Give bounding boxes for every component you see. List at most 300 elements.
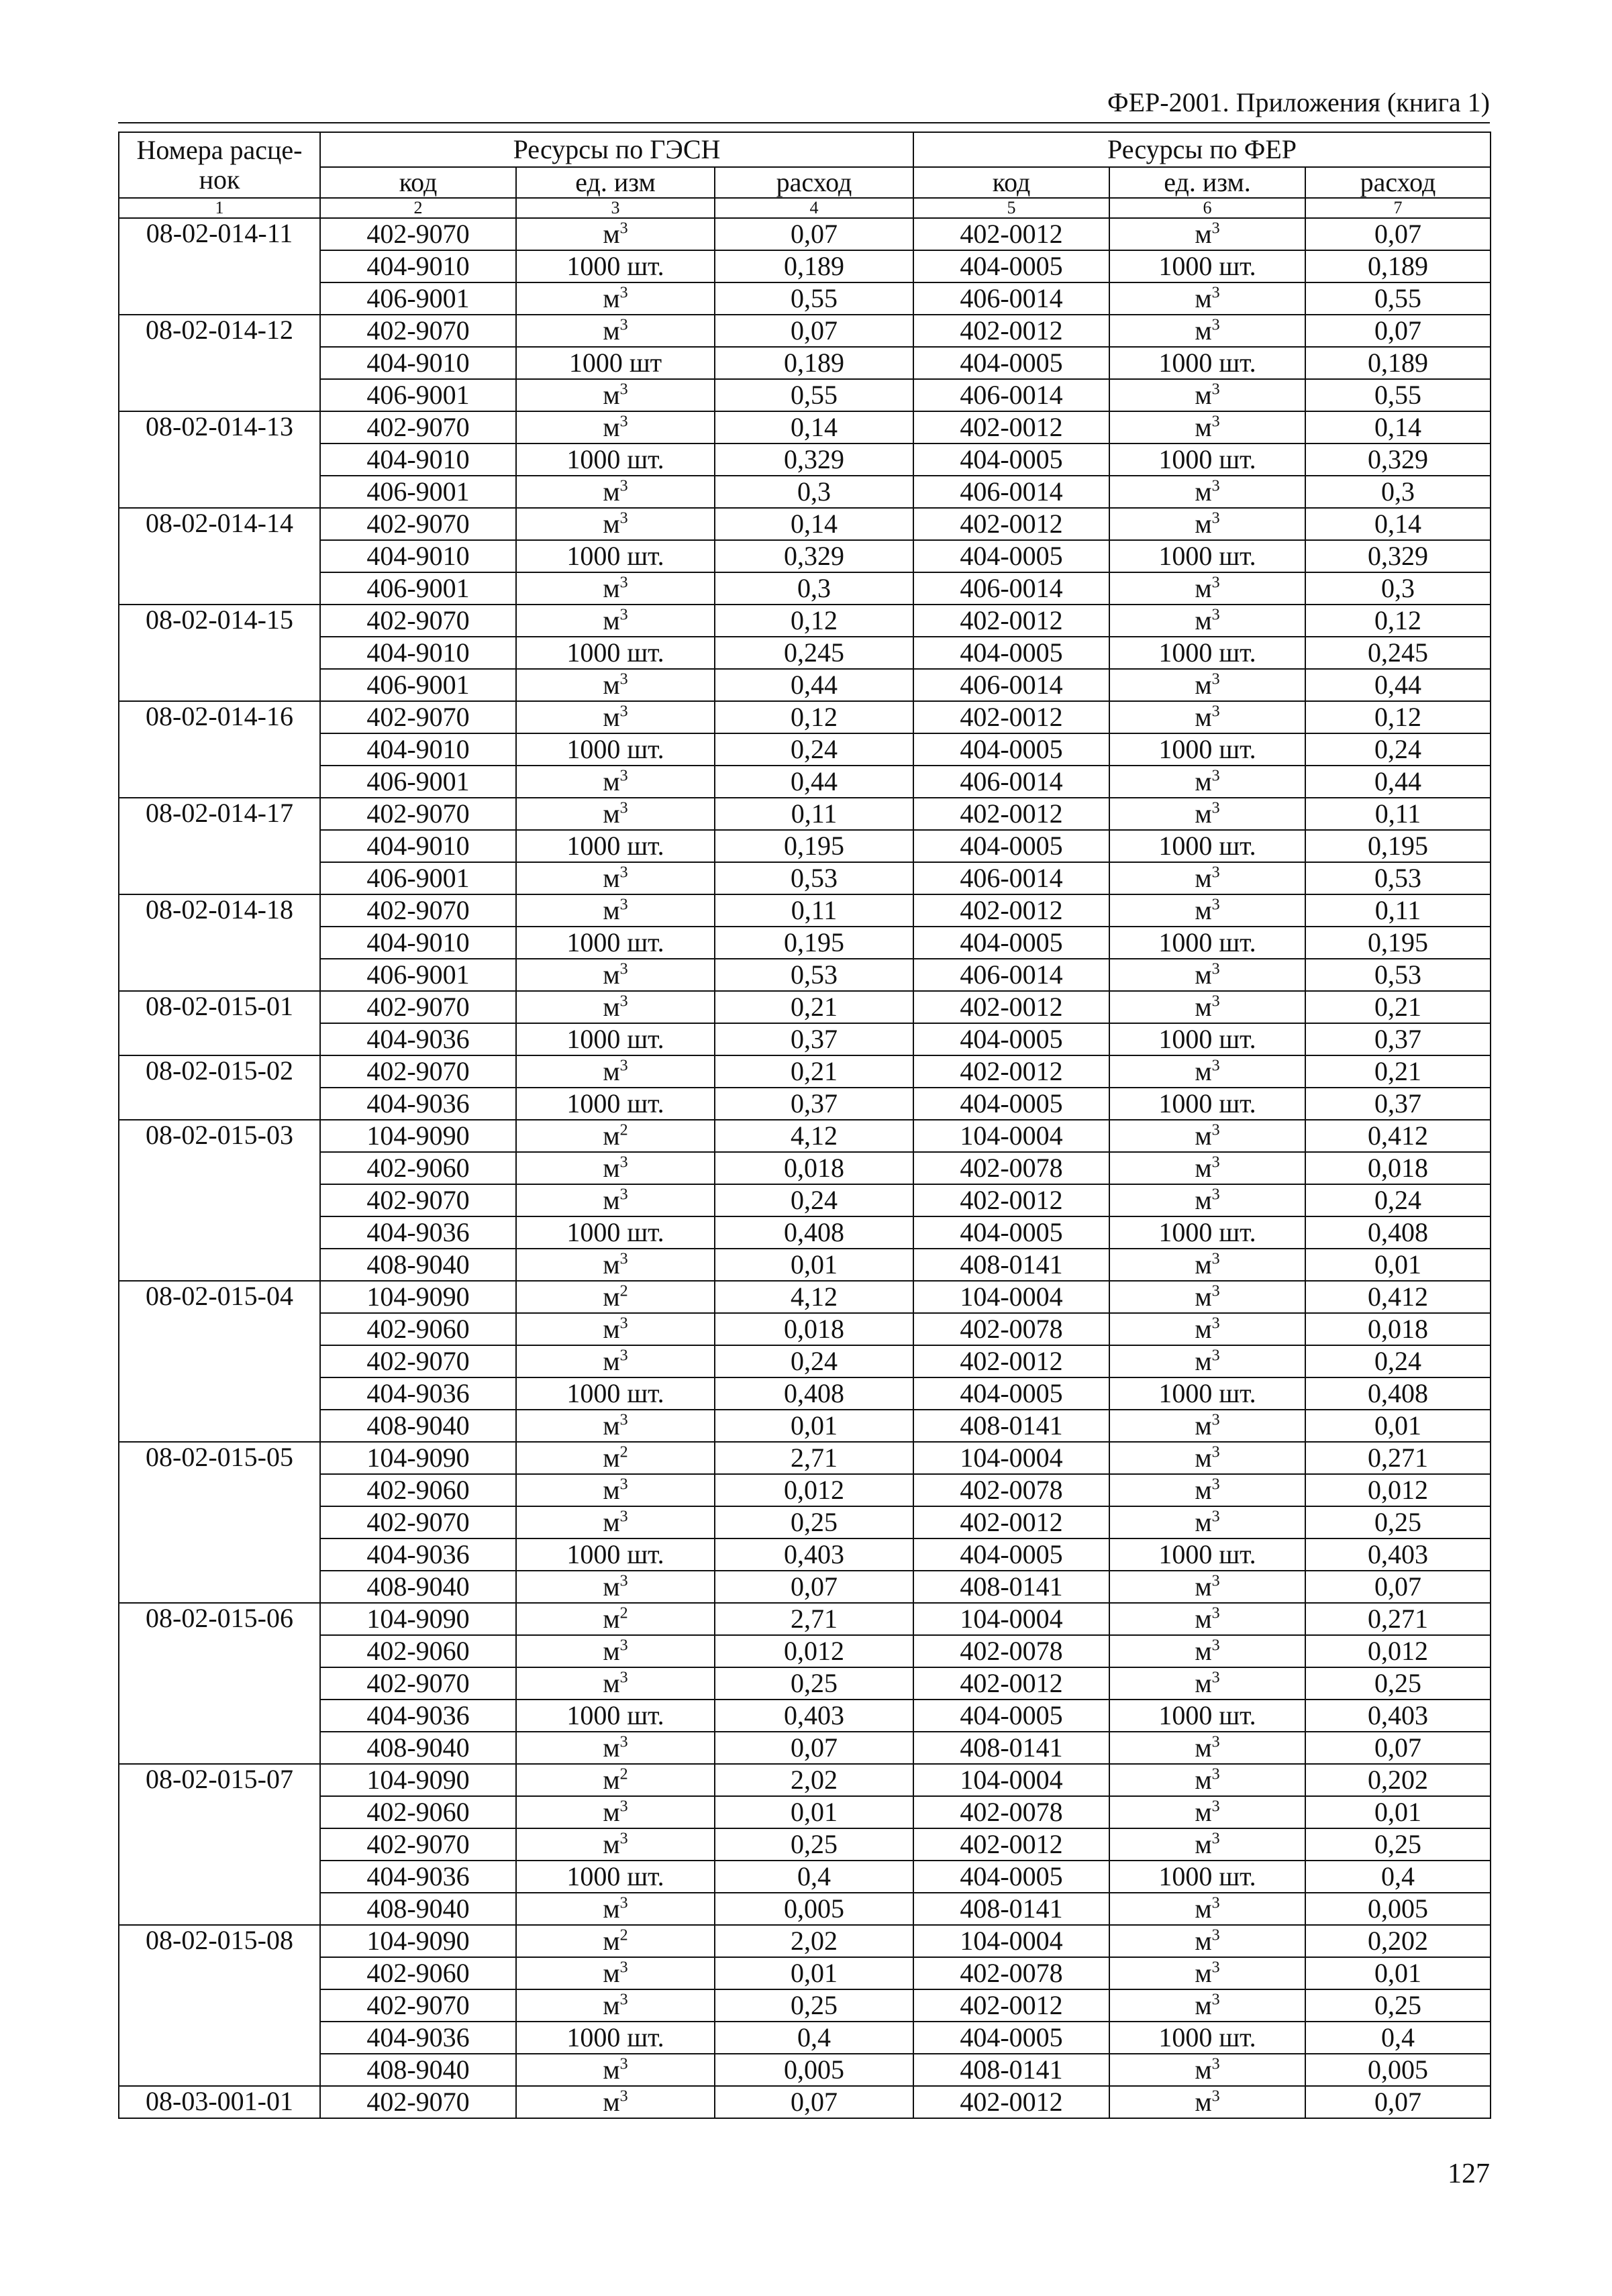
gesn-consumption-cell: 0,14 — [715, 508, 913, 540]
fer-code-cell: 408-0141 — [913, 1893, 1109, 1925]
fer-consumption-cell: 0,24 — [1305, 1184, 1491, 1216]
gesn-code-cell: 402-9070 — [320, 605, 516, 637]
table-row — [119, 1345, 1491, 1377]
fer-consumption-cell: 0,202 — [1305, 1764, 1491, 1796]
rate-number-cell: 08-02-014-16 — [119, 701, 320, 798]
gesn-consumption-cell: 0,01 — [715, 1957, 913, 1989]
fer-code-cell: 104-0004 — [913, 1764, 1109, 1796]
table-row — [119, 315, 1491, 347]
gesn-consumption-cell: 0,24 — [715, 733, 913, 766]
unit-text: $м^3$ — [603, 863, 628, 893]
fer-consumption-cell: 0,245 — [1305, 637, 1491, 669]
fer-code-cell: 406-0014 — [913, 476, 1109, 508]
column-number: 7 — [1305, 198, 1491, 218]
unit-text: $м^3$ — [1195, 1829, 1220, 1859]
unit-text: $м^3$ — [1195, 1958, 1220, 1988]
fer-consumption-cell: 0,005 — [1305, 1893, 1491, 1925]
fer-unit-cell — [1109, 605, 1305, 637]
table-row — [119, 1603, 1491, 1635]
table-row — [119, 669, 1491, 701]
fer-consumption-cell: 0,44 — [1305, 766, 1491, 798]
fer-unit-cell: 1000 шт. — [1109, 830, 1305, 862]
fer-code-cell: 104-0004 — [913, 1925, 1109, 1957]
fer-code-cell: 402-0012 — [913, 1345, 1109, 1377]
fer-consumption-cell: 0,271 — [1305, 1442, 1491, 1474]
table-row — [119, 1281, 1491, 1313]
fer-code-cell: 402-0012 — [913, 1989, 1109, 2022]
fer-consumption-cell: 0,412 — [1305, 1281, 1491, 1313]
unit-text: $м^3$ — [603, 670, 628, 700]
fer-consumption-cell: 0,01 — [1305, 1957, 1491, 1989]
gesn-code-cell: 402-9070 — [320, 411, 516, 443]
gesn-unit-cell — [516, 1313, 715, 1345]
rate-number-cell: 08-02-015-05 — [119, 1442, 320, 1603]
gesn-consumption-cell: 0,195 — [715, 830, 913, 862]
fer-code-cell: 404-0005 — [913, 347, 1109, 379]
table-row — [119, 862, 1491, 894]
gesn-consumption-cell: 0,53 — [715, 959, 913, 991]
fer-consumption-cell: 0,01 — [1305, 1796, 1491, 1828]
fer-unit-cell — [1109, 669, 1305, 701]
fer-consumption-cell: 0,189 — [1305, 347, 1491, 379]
fer-consumption-cell: 0,4 — [1305, 1861, 1491, 1893]
gesn-unit-cell — [516, 1828, 715, 1861]
fer-consumption-cell: 0,012 — [1305, 1635, 1491, 1667]
fer-consumption-cell: 0,408 — [1305, 1377, 1491, 1410]
fer-consumption-cell: 0,329 — [1305, 540, 1491, 572]
fer-consumption-cell: 0,018 — [1305, 1152, 1491, 1184]
gesn-consumption-cell: 0,403 — [715, 1700, 913, 1732]
gesn-code-cell: 104-9090 — [320, 1442, 516, 1474]
gesn-code-cell: 402-9060 — [320, 1796, 516, 1828]
gesn-unit-cell — [516, 2086, 715, 2118]
fer-consumption-cell: 0,4 — [1305, 2022, 1491, 2054]
fer-unit-cell: 1000 шт. — [1109, 540, 1305, 572]
table-row — [119, 218, 1491, 250]
gesn-unit-cell — [516, 1120, 715, 1152]
unit-text: $м^3$ — [603, 1893, 628, 1924]
gesn-consumption-cell: 0,018 — [715, 1152, 913, 1184]
unit-text: $м^3$ — [603, 605, 628, 635]
unit-text: $м^3$ — [1195, 1507, 1220, 1537]
gesn-unit-cell: 1000 шт. — [516, 250, 715, 282]
unit-text: $м^3$ — [1195, 476, 1220, 507]
gesn-code-cell: 406-9001 — [320, 766, 516, 798]
fer-consumption-cell: 0,07 — [1305, 315, 1491, 347]
gesn-code-cell: 406-9001 — [320, 959, 516, 991]
gesn-unit-cell: 1000 шт. — [516, 443, 715, 476]
fer-code-cell: 406-0014 — [913, 282, 1109, 315]
table-row — [119, 766, 1491, 798]
rate-number-cell: 08-02-014-14 — [119, 508, 320, 605]
gesn-consumption-cell: 0,3 — [715, 476, 913, 508]
table-row — [119, 1925, 1491, 1957]
fer-unit-cell — [1109, 1249, 1305, 1281]
table-row — [119, 701, 1491, 733]
fer-code-cell: 402-0012 — [913, 2086, 1109, 2118]
table-row — [119, 1893, 1491, 1925]
fer-code-cell: 408-0141 — [913, 2054, 1109, 2086]
gesn-unit-cell — [516, 1152, 715, 1184]
fer-code-cell: 404-0005 — [913, 540, 1109, 572]
fer-code-cell: 402-0078 — [913, 1957, 1109, 1989]
fer-consumption-cell: 0,53 — [1305, 959, 1491, 991]
gesn-unit-cell — [516, 315, 715, 347]
table-row — [119, 1249, 1491, 1281]
fer-code-cell: 404-0005 — [913, 2022, 1109, 2054]
unit-text: $м^3$ — [603, 895, 628, 925]
gesn-consumption-cell: 0,4 — [715, 1861, 913, 1893]
fer-consumption-cell: 0,07 — [1305, 2086, 1491, 2118]
fer-unit-cell: 1000 шт. — [1109, 637, 1305, 669]
gesn-consumption-cell: 0,329 — [715, 443, 913, 476]
unit-text: $м^3$ — [1195, 1604, 1220, 1634]
fer-consumption-cell: 0,202 — [1305, 1925, 1491, 1957]
fer-consumption-cell: 0,3 — [1305, 476, 1491, 508]
unit-text: $м^3$ — [1195, 1185, 1220, 1215]
rate-number-header-label: Номера расце-нок — [136, 135, 303, 195]
fer-code-header: код — [913, 167, 1109, 198]
gesn-consumption-cell: 0,3 — [715, 572, 913, 605]
gesn-code-cell: 104-9090 — [320, 1764, 516, 1796]
table-row — [119, 1216, 1491, 1249]
unit-text: $м^3$ — [603, 509, 628, 539]
gesn-unit-cell: 1000 шт. — [516, 1700, 715, 1732]
table-row — [119, 443, 1491, 476]
gesn-code-cell: 402-9060 — [320, 1313, 516, 1345]
table-row — [119, 1828, 1491, 1861]
page-header — [118, 83, 1490, 123]
gesn-code-cell: 404-9010 — [320, 927, 516, 959]
unit-text: $м^3$ — [603, 573, 628, 603]
unit-text: $м^3$ — [1195, 1410, 1220, 1441]
unit-text: $м^3$ — [1195, 509, 1220, 539]
fer-unit-cell — [1109, 701, 1305, 733]
gesn-code-cell: 402-9070 — [320, 1667, 516, 1700]
column-number: 6 — [1109, 198, 1305, 218]
fer-code-cell: 404-0005 — [913, 443, 1109, 476]
fer-code-cell: 402-0012 — [913, 1667, 1109, 1700]
unit-text: $м^3$ — [1195, 315, 1220, 346]
gesn-unit-cell — [516, 862, 715, 894]
gesn-code-cell: 402-9060 — [320, 1635, 516, 1667]
fer-unit-cell — [1109, 572, 1305, 605]
gesn-unit-cell — [516, 476, 715, 508]
gesn-code-cell: 104-9090 — [320, 1281, 516, 1313]
gesn-consumption-cell: 0,37 — [715, 1088, 913, 1120]
gesn-code-cell: 406-9001 — [320, 476, 516, 508]
table-row — [119, 1474, 1491, 1506]
fer-resources-header: Ресурсы по ФЕР — [913, 132, 1491, 167]
gesn-unit-cell — [516, 766, 715, 798]
rate-number-cell: 08-02-015-07 — [119, 1764, 320, 1925]
fer-unit-cell — [1109, 1345, 1305, 1377]
fer-code-cell: 402-0012 — [913, 315, 1109, 347]
gesn-unit-cell — [516, 1281, 715, 1313]
unit-text: $м^3$ — [603, 1990, 628, 2020]
fer-code-cell: 402-0012 — [913, 508, 1109, 540]
gesn-consumption-cell: 2,02 — [715, 1925, 913, 1957]
fer-code-cell: 408-0141 — [913, 1410, 1109, 1442]
gesn-unit-cell: 1000 шт. — [516, 1538, 715, 1571]
gesn-unit-cell — [516, 1184, 715, 1216]
fer-unit-cell — [1109, 766, 1305, 798]
column-number: 4 — [715, 198, 913, 218]
fer-unit-cell — [1109, 282, 1305, 315]
fer-consumption-cell: 0,44 — [1305, 669, 1491, 701]
fer-consumption-cell: 0,14 — [1305, 411, 1491, 443]
gesn-code-cell: 404-9010 — [320, 347, 516, 379]
gesn-code-cell: 402-9070 — [320, 798, 516, 830]
gesn-consumption-cell: 0,195 — [715, 927, 913, 959]
unit-text: $м^3$ — [603, 1249, 628, 1280]
table-row — [119, 605, 1491, 637]
table-row — [119, 476, 1491, 508]
gesn-unit-cell: 1000 шт. — [516, 1023, 715, 1055]
fer-consumption-cell: 0,24 — [1305, 1345, 1491, 1377]
table-row — [119, 991, 1491, 1023]
unit-text: $м^3$ — [1195, 1314, 1220, 1344]
fer-unit-cell — [1109, 1764, 1305, 1796]
fer-unit-cell: 1000 шт. — [1109, 733, 1305, 766]
fer-consumption-cell: 0,11 — [1305, 798, 1491, 830]
rate-number-cell: 08-02-015-06 — [119, 1603, 320, 1764]
fer-consumption-cell: 0,018 — [1305, 1313, 1491, 1345]
unit-text: $м^3$ — [1195, 1571, 1220, 1602]
gesn-consumption-cell: 0,11 — [715, 894, 913, 927]
gesn-unit-cell — [516, 508, 715, 540]
fer-consumption-cell: 0,07 — [1305, 1732, 1491, 1764]
unit-text: $м^3$ — [1195, 1990, 1220, 2020]
unit-text: $м^3$ — [1195, 992, 1220, 1022]
gesn-code-cell: 404-9036 — [320, 1861, 516, 1893]
fer-code-cell: 402-0078 — [913, 1474, 1109, 1506]
gesn-unit-cell: 1000 шт. — [516, 733, 715, 766]
gesn-unit-cell — [516, 1442, 715, 1474]
unit-text: $м^3$ — [1195, 1346, 1220, 1376]
table-row — [119, 830, 1491, 862]
unit-text: $м^3$ — [1195, 219, 1220, 249]
rate-number-cell: 08-02-015-04 — [119, 1281, 320, 1442]
fer-code-cell: 404-0005 — [913, 1861, 1109, 1893]
gesn-unit-cell — [516, 605, 715, 637]
unit-text: $м^3$ — [1195, 766, 1220, 796]
gesn-unit-cell: 1000 шт. — [516, 637, 715, 669]
table-body — [119, 218, 1491, 2118]
fer-consumption-cell: 0,55 — [1305, 379, 1491, 411]
fer-consumption-cell: 0,412 — [1305, 1120, 1491, 1152]
gesn-code-cell: 404-9010 — [320, 540, 516, 572]
table-row — [119, 1506, 1491, 1538]
gesn-code-cell: 402-9070 — [320, 1506, 516, 1538]
table-row — [119, 1152, 1491, 1184]
fer-code-cell: 402-0012 — [913, 798, 1109, 830]
unit-text: $м^3$ — [1195, 798, 1220, 829]
gesn-unit-cell — [516, 1732, 715, 1764]
fer-code-cell: 408-0141 — [913, 1732, 1109, 1764]
unit-text: $м^3$ — [1195, 1120, 1220, 1151]
unit-text: $м^3$ — [603, 959, 628, 990]
fer-unit-cell — [1109, 1828, 1305, 1861]
gesn-code-cell: 402-9070 — [320, 1345, 516, 1377]
gesn-unit-cell — [516, 572, 715, 605]
fer-unit-cell: 1000 шт. — [1109, 1377, 1305, 1410]
gesn-code-cell: 406-9001 — [320, 282, 516, 315]
gesn-code-cell: 406-9001 — [320, 572, 516, 605]
unit-text: $м^3$ — [603, 992, 628, 1022]
fer-unit-cell — [1109, 1732, 1305, 1764]
gesn-code-cell: 408-9040 — [320, 1410, 516, 1442]
column-number: 3 — [516, 198, 715, 218]
gesn-code-cell: 404-9036 — [320, 1700, 516, 1732]
gesn-consumption-cell: 0,53 — [715, 862, 913, 894]
unit-text: $м^2$ — [603, 1120, 628, 1151]
fer-consumption-cell: 0,25 — [1305, 1828, 1491, 1861]
gesn-consumption-cell: 0,24 — [715, 1345, 913, 1377]
gesn-consumption-cell: 2,02 — [715, 1764, 913, 1796]
table-row — [119, 1861, 1491, 1893]
gesn-consumption-cell: 0,01 — [715, 1796, 913, 1828]
fer-consumption-cell: 0,01 — [1305, 1249, 1491, 1281]
unit-text: $м^3$ — [1195, 1443, 1220, 1473]
unit-text: $м^3$ — [603, 702, 628, 732]
gesn-code-cell: 104-9090 — [320, 1925, 516, 1957]
rate-number-cell: 08-02-014-11 — [119, 218, 320, 315]
fer-unit-cell — [1109, 2054, 1305, 2086]
fer-code-cell: 406-0014 — [913, 379, 1109, 411]
document-title: ФЕР-2001. Приложения (книга 1) — [1107, 87, 1490, 117]
gesn-consumption-cell: 0,189 — [715, 347, 913, 379]
fer-code-cell: 402-0012 — [913, 701, 1109, 733]
gesn-unit-cell — [516, 959, 715, 991]
rate-number-cell: 08-02-015-03 — [119, 1120, 320, 1281]
fer-unit-cell — [1109, 1442, 1305, 1474]
gesn-consumption-cell: 0,14 — [715, 411, 913, 443]
gesn-consumption-cell: 4,12 — [715, 1281, 913, 1313]
fer-consumption-cell: 0,37 — [1305, 1023, 1491, 1055]
gesn-code-cell: 404-9010 — [320, 443, 516, 476]
unit-text: $м^3$ — [603, 766, 628, 796]
gesn-code-cell: 404-9036 — [320, 1088, 516, 1120]
fer-consumption-cell: 0,12 — [1305, 701, 1491, 733]
gesn-code-cell: 408-9040 — [320, 2054, 516, 2086]
unit-text: $м^3$ — [1195, 1765, 1220, 1795]
gesn-unit-cell — [516, 894, 715, 927]
fer-unit-cell — [1109, 1152, 1305, 1184]
fer-unit-cell — [1109, 1055, 1305, 1088]
gesn-code-cell: 408-9040 — [320, 1571, 516, 1603]
fer-code-cell: 406-0014 — [913, 862, 1109, 894]
page-number: 127 — [1448, 2158, 1490, 2189]
rate-number-cell: 08-02-014-18 — [119, 894, 320, 991]
fer-consumption-cell: 0,53 — [1305, 862, 1491, 894]
gesn-unit-header: ед. изм — [516, 167, 715, 198]
resources-table — [118, 132, 1491, 2119]
fer-code-cell: 404-0005 — [913, 1377, 1109, 1410]
gesn-unit-cell — [516, 282, 715, 315]
gesn-code-cell: 404-9036 — [320, 1216, 516, 1249]
fer-unit-cell: 1000 шт. — [1109, 443, 1305, 476]
fer-unit-cell: 1000 шт. — [1109, 1538, 1305, 1571]
gesn-unit-cell — [516, 1764, 715, 1796]
table-row — [119, 1700, 1491, 1732]
gesn-consumption-cell: 0,4 — [715, 2022, 913, 2054]
unit-text: $м^3$ — [603, 1829, 628, 1859]
fer-consumption-cell: 0,11 — [1305, 894, 1491, 927]
fer-code-cell: 408-0141 — [913, 1571, 1109, 1603]
unit-text: $м^3$ — [1195, 380, 1220, 410]
table-row — [119, 959, 1491, 991]
gesn-consumption-cell: 0,005 — [715, 2054, 913, 2086]
rate-number-cell: 08-02-015-08 — [119, 1925, 320, 2086]
fer-consumption-cell: 0,403 — [1305, 1538, 1491, 1571]
gesn-code-cell: 402-9070 — [320, 218, 516, 250]
gesn-code-cell: 402-9070 — [320, 2086, 516, 2118]
fer-unit-header: ед. изм. — [1109, 167, 1305, 198]
gesn-code-cell: 402-9060 — [320, 1152, 516, 1184]
gesn-unit-cell — [516, 1571, 715, 1603]
fer-unit-cell — [1109, 1667, 1305, 1700]
table-row — [119, 1538, 1491, 1571]
unit-text: $м^3$ — [1195, 895, 1220, 925]
gesn-unit-cell: 1000 шт. — [516, 540, 715, 572]
gesn-consumption-cell: 0,12 — [715, 605, 913, 637]
fer-code-cell: 402-0012 — [913, 1506, 1109, 1538]
unit-text: $м^3$ — [603, 1475, 628, 1505]
unit-text: $м^3$ — [603, 1668, 628, 1698]
unit-text: $м^3$ — [603, 1346, 628, 1376]
unit-text: $м^3$ — [1195, 2054, 1220, 2085]
fer-consumption-cell: 0,195 — [1305, 830, 1491, 862]
gesn-code-cell: 402-9070 — [320, 1184, 516, 1216]
fer-unit-cell — [1109, 1957, 1305, 1989]
rate-number-cell: 08-02-014-12 — [119, 315, 320, 411]
gesn-consumption-cell: 0,403 — [715, 1538, 913, 1571]
gesn-unit-cell — [516, 1667, 715, 1700]
fer-code-cell: 402-0012 — [913, 991, 1109, 1023]
gesn-unit-cell — [516, 1925, 715, 1957]
fer-unit-cell — [1109, 959, 1305, 991]
unit-text: $м^3$ — [603, 412, 628, 442]
gesn-code-cell: 408-9040 — [320, 1893, 516, 1925]
gesn-unit-cell — [516, 1249, 715, 1281]
table-row — [119, 1023, 1491, 1055]
fer-consumption-cell: 0,012 — [1305, 1474, 1491, 1506]
table-row — [119, 1410, 1491, 1442]
gesn-code-cell: 402-9070 — [320, 508, 516, 540]
gesn-unit-cell — [516, 669, 715, 701]
unit-text: $м^2$ — [603, 1926, 628, 1956]
gesn-unit-cell — [516, 411, 715, 443]
table-row — [119, 2022, 1491, 2054]
gesn-consumption-header: расход — [715, 167, 913, 198]
unit-text: $м^3$ — [1195, 863, 1220, 893]
gesn-code-cell: 408-9040 — [320, 1249, 516, 1281]
fer-consumption-cell: 0,271 — [1305, 1603, 1491, 1635]
table-row — [119, 927, 1491, 959]
fer-code-cell: 404-0005 — [913, 927, 1109, 959]
fer-unit-cell: 1000 шт. — [1109, 1216, 1305, 1249]
gesn-code-cell: 104-9090 — [320, 1603, 516, 1635]
fer-unit-cell — [1109, 1796, 1305, 1828]
unit-text: $м^3$ — [1195, 1056, 1220, 1086]
fer-unit-cell: 1000 шт. — [1109, 927, 1305, 959]
fer-code-cell: 404-0005 — [913, 1023, 1109, 1055]
unit-text: $м^3$ — [603, 283, 628, 313]
gesn-code-cell: 404-9010 — [320, 637, 516, 669]
fer-consumption-header: расход — [1305, 167, 1491, 198]
fer-unit-cell: 1000 шт. — [1109, 2022, 1305, 2054]
